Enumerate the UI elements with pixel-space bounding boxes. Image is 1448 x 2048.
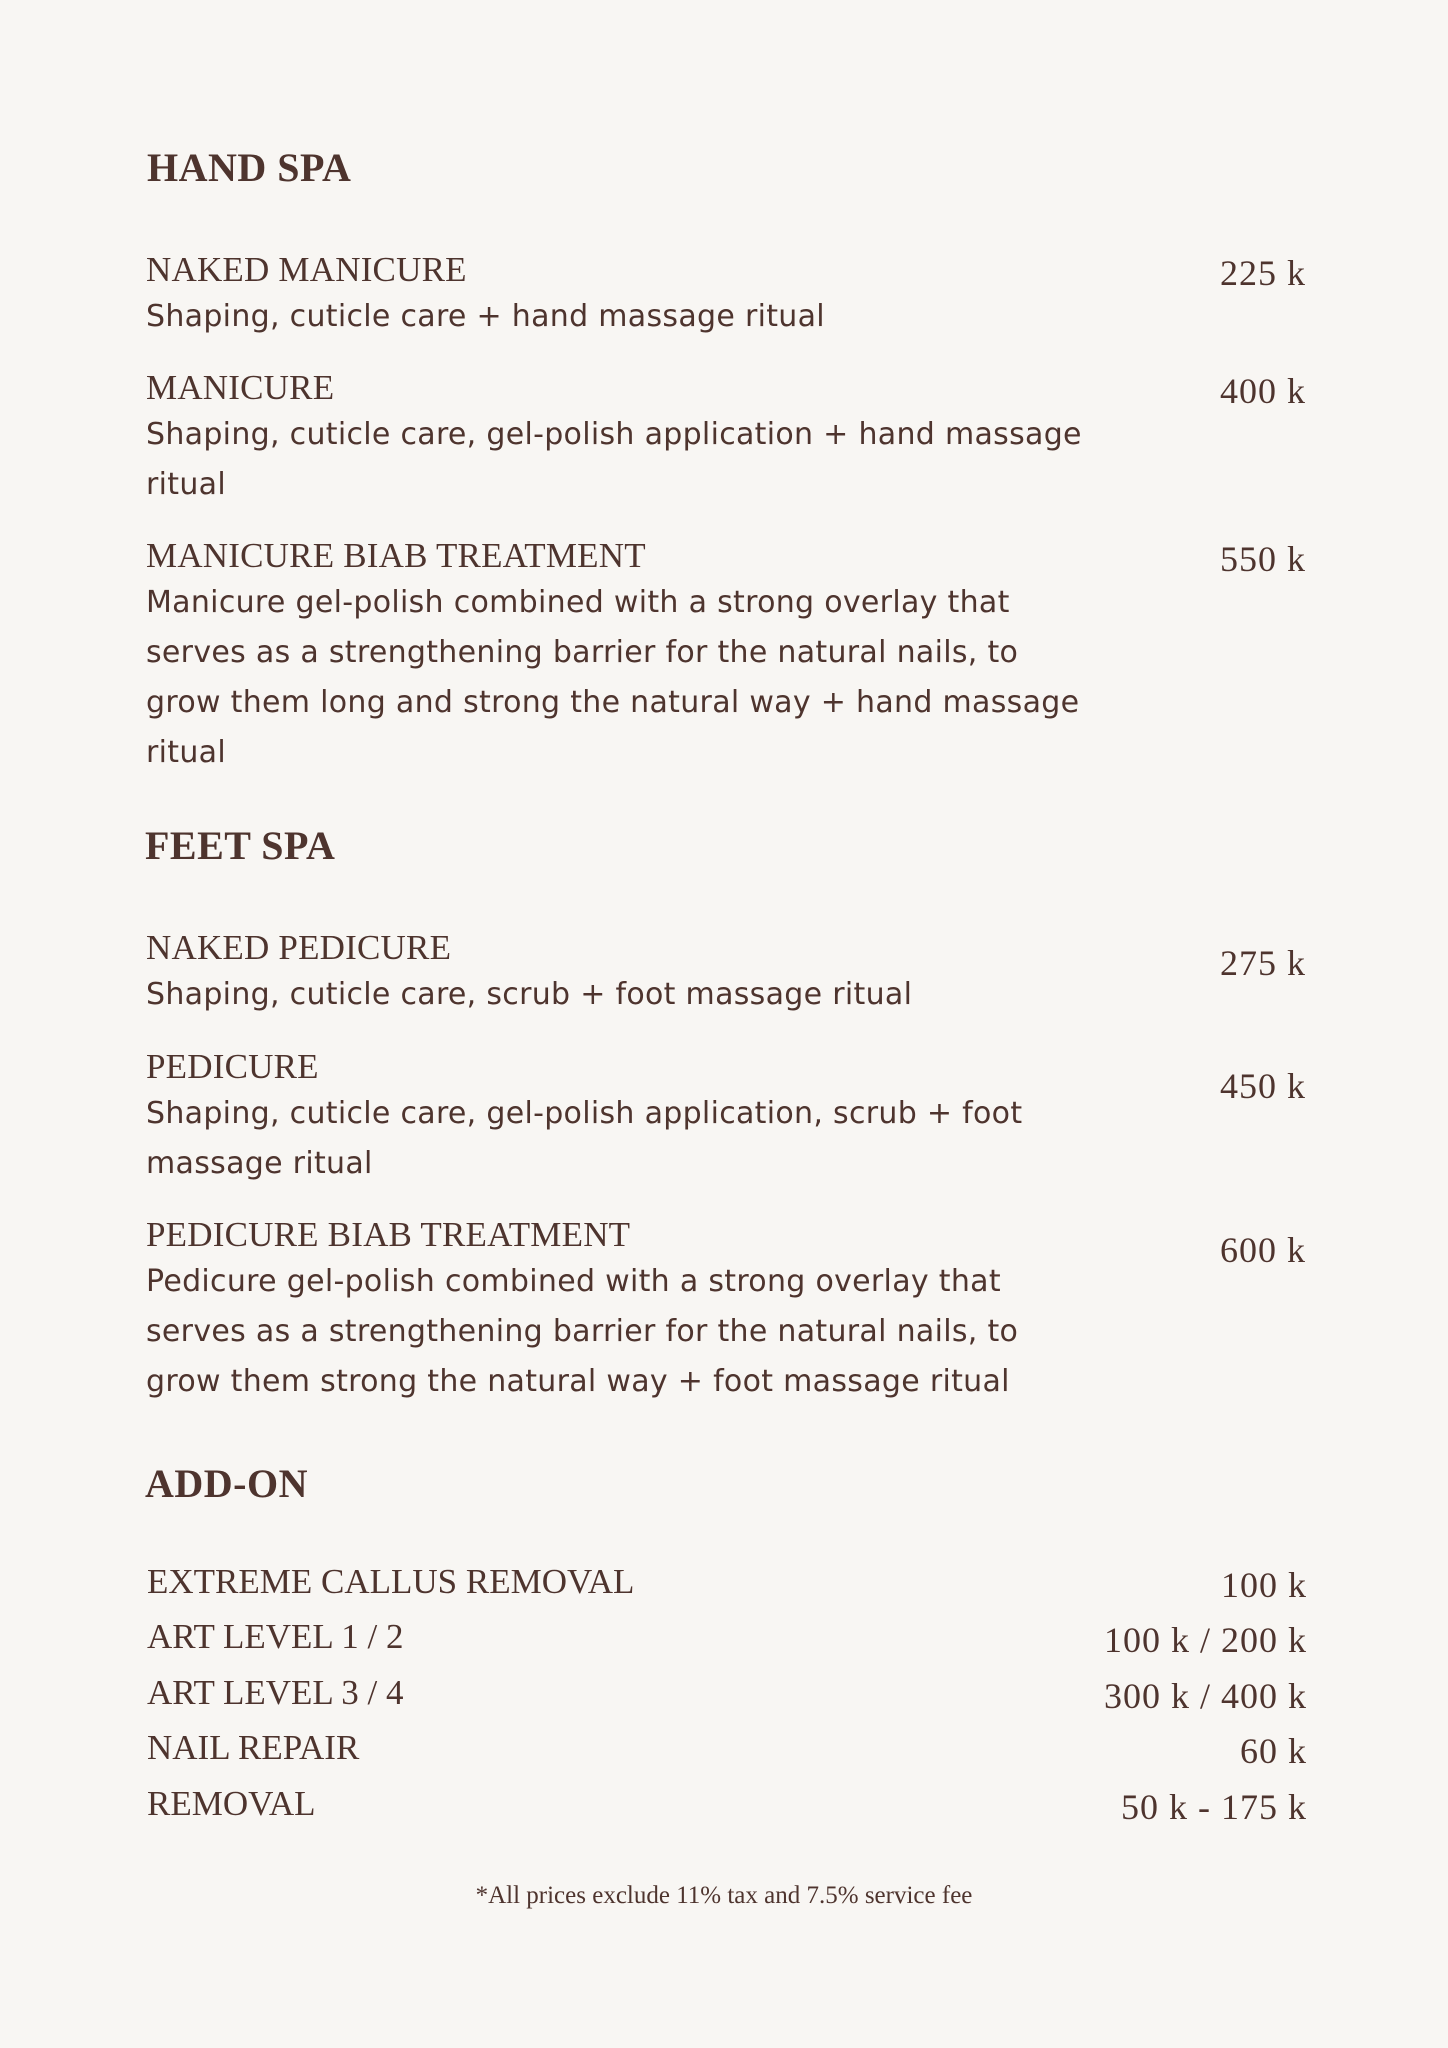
addon-price: 100 k [1221, 1565, 1307, 1605]
item-price: 450 k [1220, 1066, 1306, 1106]
addon-price: 100 k / 200 k [1103, 1620, 1307, 1660]
item-price: 550 k [1220, 539, 1306, 579]
menu-item-manicure-biab [146, 534, 1306, 778]
item-title: NAKED MANICURE [146, 250, 467, 289]
addon-name: ART LEVEL 3 / 4 [147, 1673, 404, 1712]
addon-name: ART LEVEL 1 / 2 [147, 1617, 404, 1656]
menu-item-manicure [146, 366, 1306, 510]
menu-item-naked-manicure [146, 248, 1306, 342]
item-price: 275 k [1220, 943, 1306, 983]
section-heading-add-on: ADD-ON [145, 1461, 308, 1506]
menu-item-pedicure-biab [146, 1213, 1306, 1407]
item-description: Shaping, cuticle care, gel-polish application, scrub + foot massage ritual [146, 1096, 1023, 1181]
item-title: NAKED PEDICURE [146, 928, 452, 967]
section-heading-feet-spa: FEET SPA [145, 823, 336, 868]
item-description: Manicure gel-polish combined with a strong overlay that serves as a strengthening barrier for the natural nails, to grow them long and strong the natural way + hand massage ritual [146, 585, 1080, 770]
item-title: PEDICURE [146, 1047, 319, 1086]
item-description: Pedicure gel-polish combined with a strong overlay that serves as a strengthening barrier for the natural nails, to grow them strong the natural way + foot massage ritual [146, 1264, 1019, 1399]
addon-row-art-level-3-4 [147, 1673, 1307, 1723]
addon-name: REMOVAL [147, 1784, 316, 1823]
item-title: MANICURE BIAB TREATMENT [146, 536, 646, 575]
item-price: 400 k [1220, 371, 1306, 411]
addon-price: 300 k / 400 k [1103, 1676, 1307, 1716]
menu-item-pedicure [146, 1045, 1306, 1189]
price-footnote: *All prices exclude 11% tax and 7.5% service fee [475, 1882, 973, 1909]
item-title: PEDICURE BIAB TREATMENT [146, 1215, 631, 1254]
item-description: Shaping, cuticle care + hand massage ritual [146, 299, 825, 334]
addon-price: 60 k [1240, 1731, 1307, 1771]
addon-name: EXTREME CALLUS REMOVAL [147, 1562, 635, 1601]
item-description: Shaping, cuticle care, scrub + foot massage ritual [146, 977, 913, 1012]
section-heading-hand-spa: HAND SPA [147, 145, 352, 190]
addon-name: NAIL REPAIR [147, 1728, 360, 1767]
addon-row-art-level-1-2 [147, 1617, 1307, 1667]
addon-price: 50 k - 175 k [1121, 1787, 1307, 1827]
addon-row-extreme-callus-removal [147, 1562, 1307, 1612]
item-description: Shaping, cuticle care, gel-polish application + hand massage ritual [146, 417, 1082, 502]
addon-row-removal [147, 1784, 1307, 1834]
addon-row-nail-repair [147, 1728, 1307, 1778]
menu-item-naked-pedicure [146, 926, 1306, 1020]
item-title: MANICURE [146, 368, 335, 407]
item-price: 225 k [1220, 253, 1306, 293]
item-price: 600 k [1220, 1230, 1306, 1270]
